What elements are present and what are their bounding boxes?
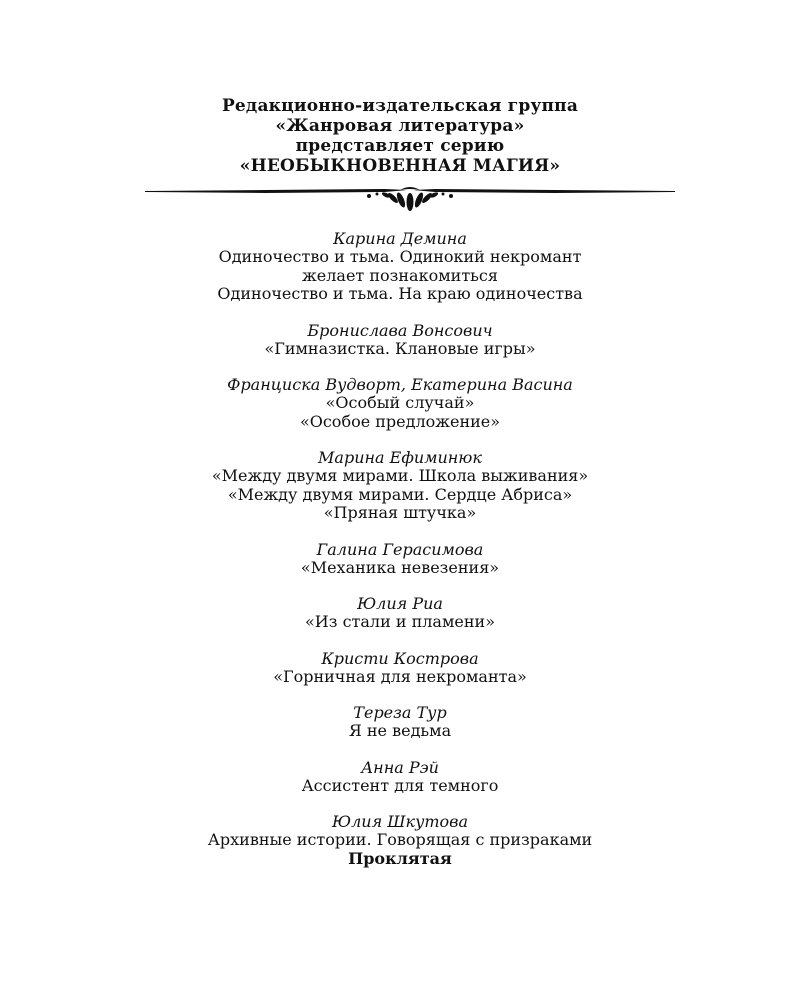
book-title: желает познакомиться: [302, 265, 498, 285]
book-entry: [0, 812, 800, 868]
book-title: «Особый случай»: [325, 393, 475, 412]
book-entry: [0, 540, 800, 578]
book-title: «Пряная штучка»: [323, 503, 477, 522]
book-title: «Особое предложение»: [299, 411, 501, 431]
author-name: Карина Демина: [333, 229, 467, 248]
book-entry: [0, 594, 800, 632]
presents-line: представляет серию: [295, 136, 505, 156]
book-title: Проклятая: [348, 848, 452, 868]
book-entry: [0, 649, 800, 687]
publisher-line: Редакционно-издательская группа: [221, 96, 579, 116]
author-name: Юлия Риа: [357, 594, 443, 613]
book-entry: [0, 375, 800, 431]
book-title: Одиночество и тьма. Одинокий некромант: [218, 247, 582, 266]
genre-line: «Жанровая литература»: [275, 116, 525, 136]
book-title: «Механика невезения»: [300, 557, 500, 577]
book-title: «Из стали и пламени»: [305, 612, 495, 631]
book-entry: [0, 448, 800, 523]
book-title: «Гимназистка. Клановые игры»: [264, 338, 536, 358]
author-name: Франциска Вудворт, Екатерина Васина: [227, 375, 573, 394]
book-title: Архивные истории. Говорящая с призраками: [207, 830, 593, 849]
author-name: Тереза Тур: [353, 703, 447, 722]
author-name: Бронислава Вонсович: [307, 320, 493, 340]
ornamental-divider-icon: [145, 180, 675, 214]
book-title: Одиночество и тьма. На краю одиночества: [217, 284, 583, 303]
book-entry: [0, 703, 800, 741]
book-title: Я не ведьма: [348, 721, 452, 740]
author-name: Галина Герасимова: [316, 539, 484, 559]
author-name: Анна Рэй: [361, 757, 439, 777]
series-book-list: [0, 229, 800, 885]
book-title: «Между двумя мирами. Школа выживания»: [211, 466, 589, 485]
book-entry: [0, 321, 800, 359]
book-title: «Горничная для некроманта»: [273, 666, 527, 686]
book-entry: [0, 758, 800, 796]
book-title: Ассистент для темного: [301, 775, 499, 795]
author-name: Юлия Шкутова: [331, 812, 468, 831]
book-entry: [0, 229, 800, 304]
series-title: «НЕОБЫКНОВЕННАЯ МАГИЯ»: [239, 156, 561, 176]
author-name: Марина Ефиминюк: [318, 448, 482, 467]
author-name: Кристи Кострова: [321, 648, 479, 668]
book-title: «Между двумя мирами. Сердце Абриса»: [227, 484, 573, 504]
series-header: [0, 96, 800, 176]
